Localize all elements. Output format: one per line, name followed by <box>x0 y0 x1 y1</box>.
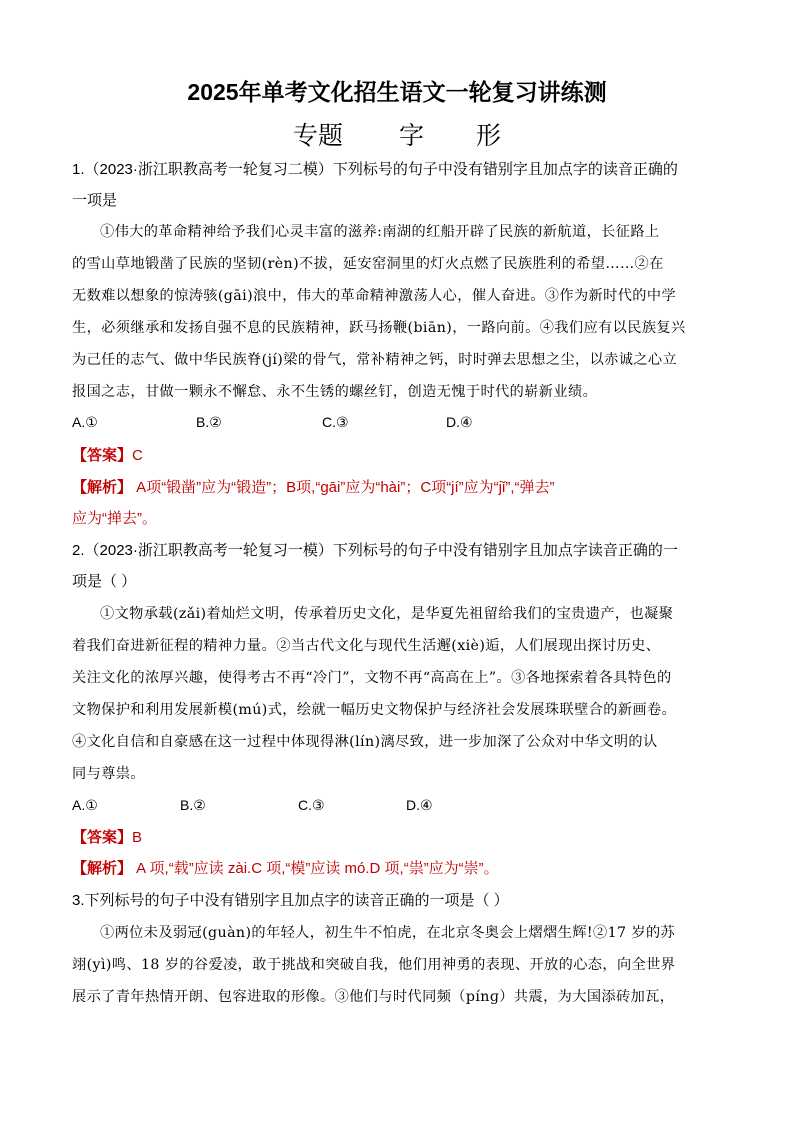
q1-passage-line-4: 生，必须继承和发扬自强不息的民族精神，跃马扬鞭(biān)，一路向前。④我们应有以民族复兴 <box>72 320 686 336</box>
q1-answer-label: 【答案】 <box>72 447 133 464</box>
q2-passage-line-6: 同与尊祟。 <box>72 766 145 782</box>
q3-passage-line-2: 翊(yì)鸣、18 岁的谷爱凌，敢于挑战和突破自我，他们用神勇的表现、开放的心态，向全世界 <box>72 957 676 973</box>
q2-passage-line-5: ④文化自信和自豪感在这一过程中体现得淋(lín)漓尽致，进一步加深了公众对中华文明的认 <box>72 734 658 750</box>
q2-analysis-line-1 <box>72 859 737 879</box>
q1-stem-line-2: 一项是 <box>72 192 118 209</box>
q1-option-a[interactable]: A.① <box>72 414 98 430</box>
q3-passage-line-1: ①两位未及弱冠(guàn)的年轻人，初生牛不怕虎，在北京冬奥会上熠熠生辉!②17 岁的苏 <box>100 925 676 941</box>
q2-analysis-label: 【解析】 <box>72 860 133 877</box>
q1-answer-value: C <box>132 447 143 464</box>
q1-passage-line-1: ①伟大的革命精神给予我们心灵丰富的滋养:南湖的红船开辟了民族的新航道，长征路上 <box>100 224 660 240</box>
q1-option-b[interactable]: B.② <box>196 414 222 430</box>
q1-passage-line-6: 报国之志，甘做一颗永不懈怠、永不生锈的螺丝钉，创造无愧于时代的崭新业绩。 <box>72 384 598 400</box>
q1-analysis-text: A项“锻凿”应为“锻造”；B项,“gāi”应为“hài”；C项“jí”应为“jǐ”,“弹去” <box>132 479 555 496</box>
document-title: 2025年单考文化招生语文一轮复习讲练测 <box>187 79 607 105</box>
q1-stem-line-1: 1.（2023·浙江职教高考一轮复习二模）下列标号的句子中没有错别字且加点字的读音正确的 <box>72 161 678 178</box>
q2-option-a[interactable]: A.① <box>72 797 98 813</box>
q2-analysis-text: A 项,“载”应读 zài.C 项,“模”应读 mó.D 项,“祟”应为“崇”。 <box>132 860 499 877</box>
subtitle-char-1: 字 <box>398 121 424 150</box>
q1-passage-line-3: 无数难以想象的惊涛骇(gāi)浪中，伟大的革命精神激荡人心，催人奋进。③作为新时代的中学 <box>72 288 677 304</box>
q2-answer-value: B <box>132 829 143 846</box>
q2-stem-line-1: 2.（2023·浙江职教高考一轮复习一模）下列标号的句子中没有错别字且加点字读音正确的一 <box>72 542 678 559</box>
subtitle-char-2: 形 <box>475 121 501 150</box>
q1-analysis-line-1 <box>72 478 737 498</box>
q2-option-d[interactable]: D.④ <box>406 797 433 813</box>
q3-stem-line-1: 3.下列标号的句子中没有错别字且加点字的读音正确的一项是（ ） <box>72 892 509 909</box>
q2-answer-label: 【答案】 <box>72 829 133 846</box>
subtitle-topic: 专题 <box>293 121 344 150</box>
q2-option-b[interactable]: B.② <box>180 797 206 813</box>
q2-passage-line-1: ①文物承载(zǎi)着灿烂文明，传承着历史文化，是华夏先祖留给我们的宝贵遗产，也凝聚 <box>100 606 674 622</box>
q1-passage-line-5: 为己任的志气、做中华民族脊(jí)梁的骨气，常补精神之钙，时时弹去思想之尘，以赤诚之心立 <box>72 352 678 368</box>
q1-option-d[interactable]: D.④ <box>446 414 473 430</box>
q2-option-c[interactable]: C.③ <box>298 797 325 813</box>
document-subtitle <box>0 116 794 152</box>
q2-answer-line <box>72 828 737 848</box>
q2-passage-line-2: 着我们奋进新征程的精神力量。②当古代文化与现代生活邂(xiè)逅，人们展现出探讨历史、 <box>72 638 661 654</box>
q2-passage-line-4: 文物保护和利用发展新模(mú)式，绘就一幅历史文物保护与经济社会发展珠联壁合的新画卷。 <box>72 702 677 718</box>
q1-option-c[interactable]: C.③ <box>322 414 349 430</box>
q1-analysis-line-2: 应为“掸去”。 <box>72 510 157 527</box>
q1-passage-line-2: 的雪山草地锻凿了民族的坚韧(rèn)不拔，延安窑洞里的灯火点燃了民族胜利的希望……②在 <box>72 256 664 272</box>
q2-passage-line-3: 关注文化的浓厚兴趣，使得考古不再“冷门”，文物不再“高高在上”。③各地探索着各具特色的 <box>72 670 672 686</box>
q1-analysis-label: 【解析】 <box>72 479 133 496</box>
q1-answer-line <box>72 446 737 466</box>
q2-stem-line-2: 项是（ ） <box>72 573 137 590</box>
q3-passage-line-3: 展示了青年热情开朗、包容进取的形像。③他们与时代同频（pínɡ）共震，为大国添砖加瓦， <box>72 989 675 1005</box>
